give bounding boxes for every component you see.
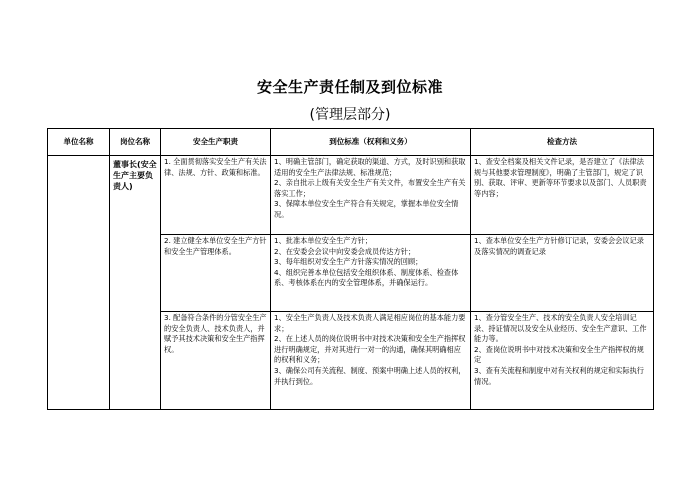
header-position: 岗位名称 <box>110 129 161 156</box>
standard-item: 3、确保公司有关流程、制度、预案中明确上述人员的权利，并执行到位。 <box>274 365 466 386</box>
duty-cell <box>161 156 271 235</box>
duty-text: 1. 全面贯彻落实安全生产有关法律、法规、方针、政策和标准。 <box>164 157 267 177</box>
check-item: 2、查岗位说明书中对技术决策和安全生产指挥权的规定 <box>474 344 644 365</box>
header-standard: 到位标准（权利和义务） <box>271 129 471 156</box>
document-title: 安全生产责任制及到位标准 <box>256 78 443 96</box>
check-item: 3、查有关流程和制度中对有关权利的规定和实际执行情况。 <box>474 365 644 386</box>
standard-cell <box>271 235 471 312</box>
header-check-method: 检查方法 <box>471 129 654 156</box>
standard-item: 3、每年组织对安全生产方针落实情况的回顾； <box>274 257 423 267</box>
header-safety-duty: 安全生产职责 <box>161 129 271 156</box>
standard-item: 2、在上述人员的岗位说明书中对技术决策和安全生产指挥权进行明确规定，并对其进行一对一的沟通，确保其明确相应的权利和义务； <box>274 334 466 365</box>
unit-name-cell <box>48 156 110 410</box>
table-header-row <box>48 129 654 156</box>
standard-item: 1、明确主管部门，确定获取的渠道、方式，及时识别和获取适用的安全生产法律法规、标准规范； <box>274 157 466 177</box>
standard-item: 4、组织完善本单位包括安全组织体系、制度体系、检查体系、考核体系在内的安全管理体系，并确保运行。 <box>274 267 459 288</box>
position-cell: 董事长(安全生产主要负责人) <box>110 156 161 410</box>
responsibility-table <box>47 128 654 410</box>
standard-item: 1、安全生产负责人及技术负责人满足相应岗位的基本能力要求； <box>274 313 466 333</box>
duty-cell <box>161 312 271 410</box>
check-cell <box>471 156 654 235</box>
standard-cell <box>271 156 471 235</box>
check-item: 1、查本单位安全生产方针修订记录，安委会会议记录及落实情况的调查记录 <box>474 236 644 256</box>
duty-cell <box>161 235 271 312</box>
standard-item: 1、批准本单位安全生产方针； <box>274 236 373 245</box>
standard-cell <box>271 312 471 410</box>
standard-item: 2、亲自批示上级有关安全生产有关文件，布置安全生产有关落实工作； <box>274 178 466 198</box>
header-unit-name: 单位名称 <box>48 129 110 156</box>
duty-text: 2. 建立健全本单位安全生产方针和安全生产管理体系。 <box>164 236 267 256</box>
check-cell <box>471 235 654 312</box>
check-cell <box>471 312 654 410</box>
standard-item: 2、在安委会会议中向安委会成员传达方针； <box>274 246 416 256</box>
standard-item: 3、保障本单位安全生产符合有关规定，掌握本单位安全情况。 <box>274 199 459 219</box>
check-item: 1、查安全档案及相关文件记录，是否建立了《法律法规与其他要求管理制度》，明确了主管部门，规定了识别、获取、评审、更新等环节要求以及部门、人员职责等内容； <box>474 157 647 198</box>
duty-text: 3. 配备符合条件的分管安全生产的安全负责人、技术负责人，并赋予其技术决策和安全生产指挥权。 <box>164 313 267 354</box>
table-row <box>48 156 654 235</box>
check-item: 1、查分管安全生产、技术的安全负责人安全培训记录、持证情况以及安全从业经历、安全生产意识、工作能力等。 <box>474 313 647 344</box>
document-subtitle: (管理层部分) <box>309 107 391 123</box>
